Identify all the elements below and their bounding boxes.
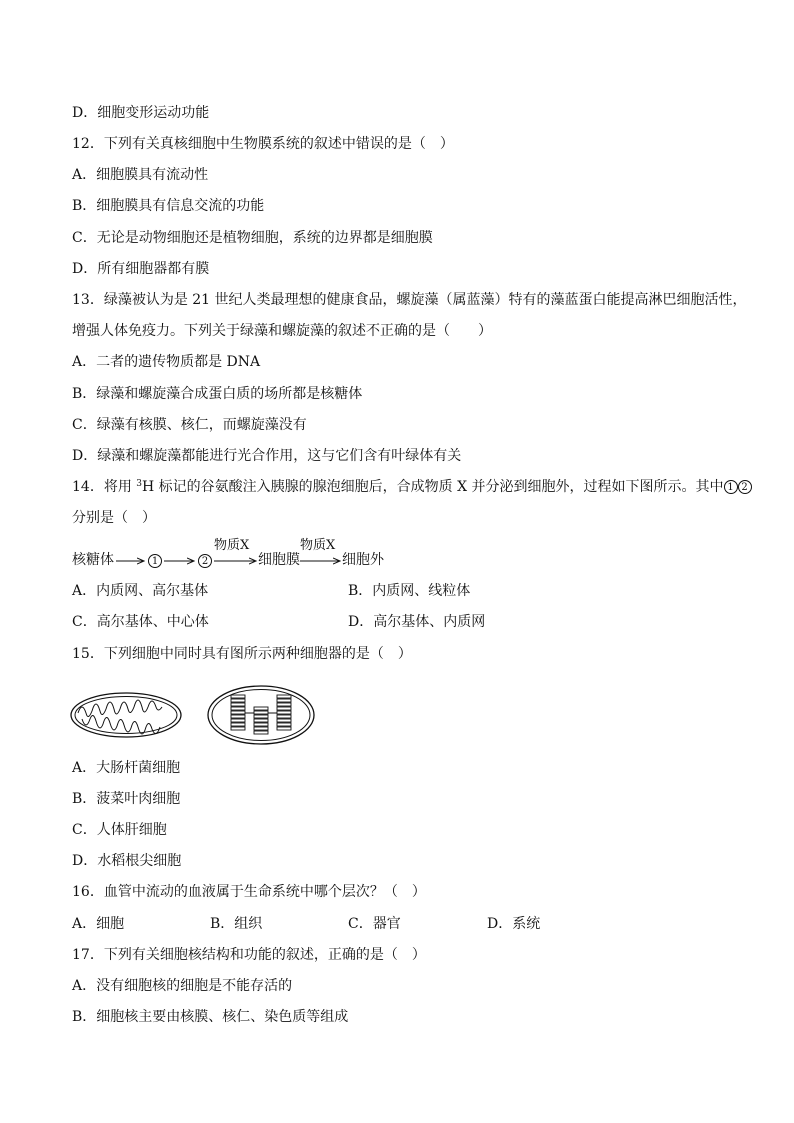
q17-stem: 17．下列有关细胞核结构和功能的叙述，正确的是（ ） (72, 947, 426, 963)
q14-circled-1: 1 (724, 480, 738, 494)
q16-option-c: C．器官 (348, 916, 401, 932)
q16-option-a: A．细胞 (72, 916, 125, 932)
q13-option-b: B．绿藻和螺旋藻合成蛋白质的场所都是核糖体 (72, 386, 363, 402)
q13-option-d: D．绿藻和螺旋藻都能进行光合作用，这与它们含有叶绿体有关 (72, 448, 462, 464)
q14-stem-post: H 标记的谷氨酸注入胰腺的腺泡细胞后，合成物质 X 并分泌到细胞外，过程如下图所示。其中 (142, 479, 724, 495)
q17-option-b: B．细胞核主要由核膜、核仁、染色质等组成 (72, 1009, 349, 1025)
q14-isotope-sup: 3 (136, 479, 142, 489)
q16-option-d: D．系统 (487, 916, 541, 932)
q15-option-b: B．菠菜叶肉细胞 (72, 791, 181, 807)
flow-cell-membrane: 细胞膜 (258, 552, 300, 568)
q15-option-a: A．大肠杆菌细胞 (72, 760, 181, 776)
flow-ribosome: 核糖体 (72, 552, 114, 568)
flow-node-1: 1 (148, 554, 162, 568)
q14-stem-pre: 14．将用 (72, 479, 137, 495)
q14-circled-2: 2 (738, 480, 752, 494)
q13-option-c: C．绿藻有核膜、核仁，而螺旋藻没有 (72, 417, 307, 433)
mitochondrion-icon (71, 693, 181, 737)
q12-option-c: C．无论是动物细胞还是植物细胞，系统的边界都是细胞膜 (72, 230, 433, 246)
q13-option-a: A．二者的遗传物质都是 DNA (72, 354, 261, 370)
q12-stem: 12．下列有关真核细胞中生物膜系统的叙述中错误的是（ ） (72, 136, 454, 152)
q12-option-a: A．细胞膜具有流动性 (72, 167, 209, 183)
q11-option-d: D．细胞变形运动功能 (72, 105, 210, 121)
q14-stem-line2: 分别是（ ） (72, 510, 156, 526)
flow-node-2: 2 (198, 554, 212, 568)
q15-stem: 15．下列细胞中同时具有图所示两种细胞器的是（ ） (72, 646, 412, 662)
q13-stem-line2: 增强人体免疫力。下列关于绿藻和螺旋藻的叙述不正确的是（ ） (72, 323, 492, 339)
secretion-flow-diagram (72, 536, 412, 576)
q16-option-b: B．组织 (210, 916, 263, 932)
organelle-svg (68, 683, 328, 747)
q13-stem-line1: 13．绿藻被认为是 21 世纪人类最理想的健康食品，螺旋藻（属蓝藻）特有的藻蓝蛋白能提高淋巴细胞活性， (72, 292, 747, 308)
q16-stem: 16．血管中流动的血液属于生命系统中哪个层次？（ ） (72, 884, 426, 900)
q12-option-b: B．细胞膜具有信息交流的功能 (72, 198, 265, 214)
q14-option-b: B．内质网、线粒体 (348, 583, 471, 599)
q14-stem-line1 (72, 478, 752, 496)
q15-option-c: C．人体肝细胞 (72, 822, 167, 838)
organelle-figure (68, 683, 328, 747)
flow-outside-cell: 细胞外 (342, 552, 384, 568)
q14-option-c: C．高尔基体、中心体 (72, 614, 209, 630)
chloroplast-icon (208, 686, 314, 744)
q14-option-a: A．内质网、高尔基体 (72, 583, 209, 599)
q12-option-d: D．所有细胞器都有膜 (72, 261, 210, 277)
q15-option-d: D．水稻根尖细胞 (72, 853, 182, 869)
q17-option-a: A．没有细胞核的细胞是不能存活的 (72, 978, 293, 994)
flow-arrow-label-2: 物质X (300, 538, 336, 553)
flow-arrow-label-1: 物质X (214, 538, 250, 553)
q14-option-d: D．高尔基体、内质网 (348, 614, 486, 630)
